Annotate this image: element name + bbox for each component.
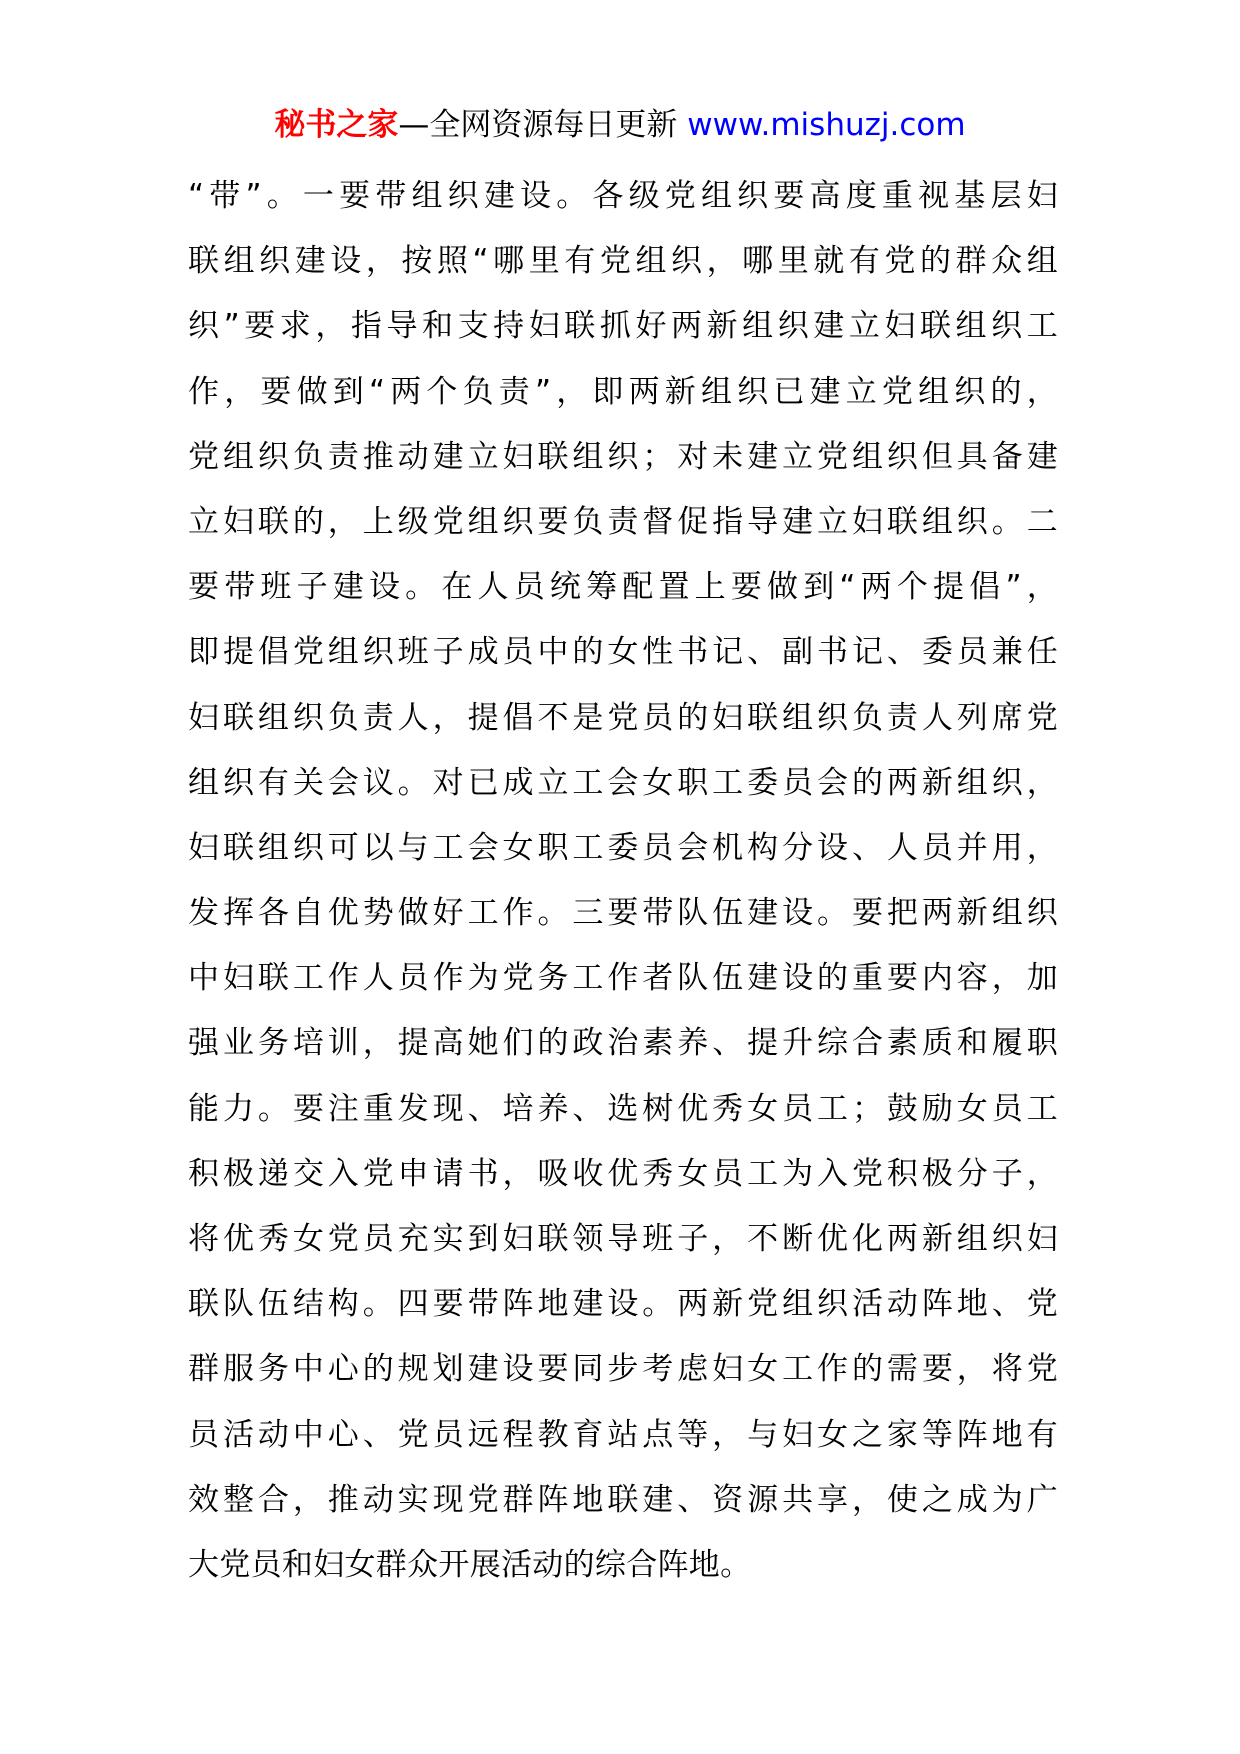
body-line: 立妇联的，上级党组织要负责督促指导建立妇联组织。二 (188, 503, 1058, 540)
body-line: 能力。要注重发现、培养、选树优秀女员工；鼓励女员工 (188, 1090, 1058, 1127)
body-line: 即提倡党组织班子成员中的女性书记、副书记、委员兼任 (188, 634, 1058, 671)
body-line: 群服务中心的规划建设要同步考虑妇女工作的需要，将党 (188, 1351, 1058, 1388)
body-line: 中妇联工作人员作为党务工作者队伍建设的重要内容，加 (188, 960, 1058, 997)
header-tagline: —全网资源每日更新 (398, 107, 688, 143)
body-line: 妇联组织负责人，提倡不是党员的妇联组织负责人列席党 (188, 699, 1058, 736)
body-line-last: 大党员和妇女群众开展活动的综合阵地。 (188, 1546, 752, 1583)
body-line: 联组织建设，按照“哪里有党组织，哪里就有党的群众组 (188, 243, 1058, 280)
body-line: 联队伍结构。四要带阵地建设。两新党组织活动阵地、党 (188, 1286, 1058, 1323)
body-line: 作，要做到“两个负责”，即两新组织已建立党组织的， (188, 373, 1058, 410)
site-url-link[interactable]: www.mishuzj.com (687, 107, 966, 143)
body-line: 将优秀女党员充实到妇联领导班子，不断优化两新组织妇 (188, 1221, 1058, 1257)
body-line: “带”。一要带组织建设。各级党组织要高度重视基层妇 (188, 178, 1058, 214)
body-line: 党组织负责推动建立妇联组织；对未建立党组织但具备建 (188, 438, 1058, 475)
body-line: 织”要求，指导和支持妇联抓好两新组织建立妇联组织工 (188, 308, 1058, 345)
body-line: 强业务培训，提高她们的政治素养、提升综合素质和履职 (188, 1025, 1058, 1062)
body-line: 员活动中心、党员远程教育站点等，与妇女之家等阵地有 (188, 1416, 1058, 1453)
body-line: 妇联组织可以与工会女职工委员会机构分设、人员并用， (188, 829, 1058, 866)
body-line: 组织有关会议。对已成立工会女职工委员会的两新组织， (188, 764, 1058, 801)
brand-name: 秘书之家 (274, 107, 399, 143)
body-line: 要带班子建设。在人员统筹配置上要做到“两个提倡”， (188, 569, 1058, 606)
body-line: 积极递交入党申请书，吸收优秀女员工为入党积极分子， (188, 1155, 1058, 1192)
page-header (0, 100, 1240, 150)
body-line: 发挥各自优势做好工作。三要带队伍建设。要把两新组织 (188, 895, 1058, 932)
body-line: 效整合，推动实现党群阵地联建、资源共享，使之成为广 (188, 1481, 1058, 1518)
body-paragraph (188, 164, 1058, 1598)
